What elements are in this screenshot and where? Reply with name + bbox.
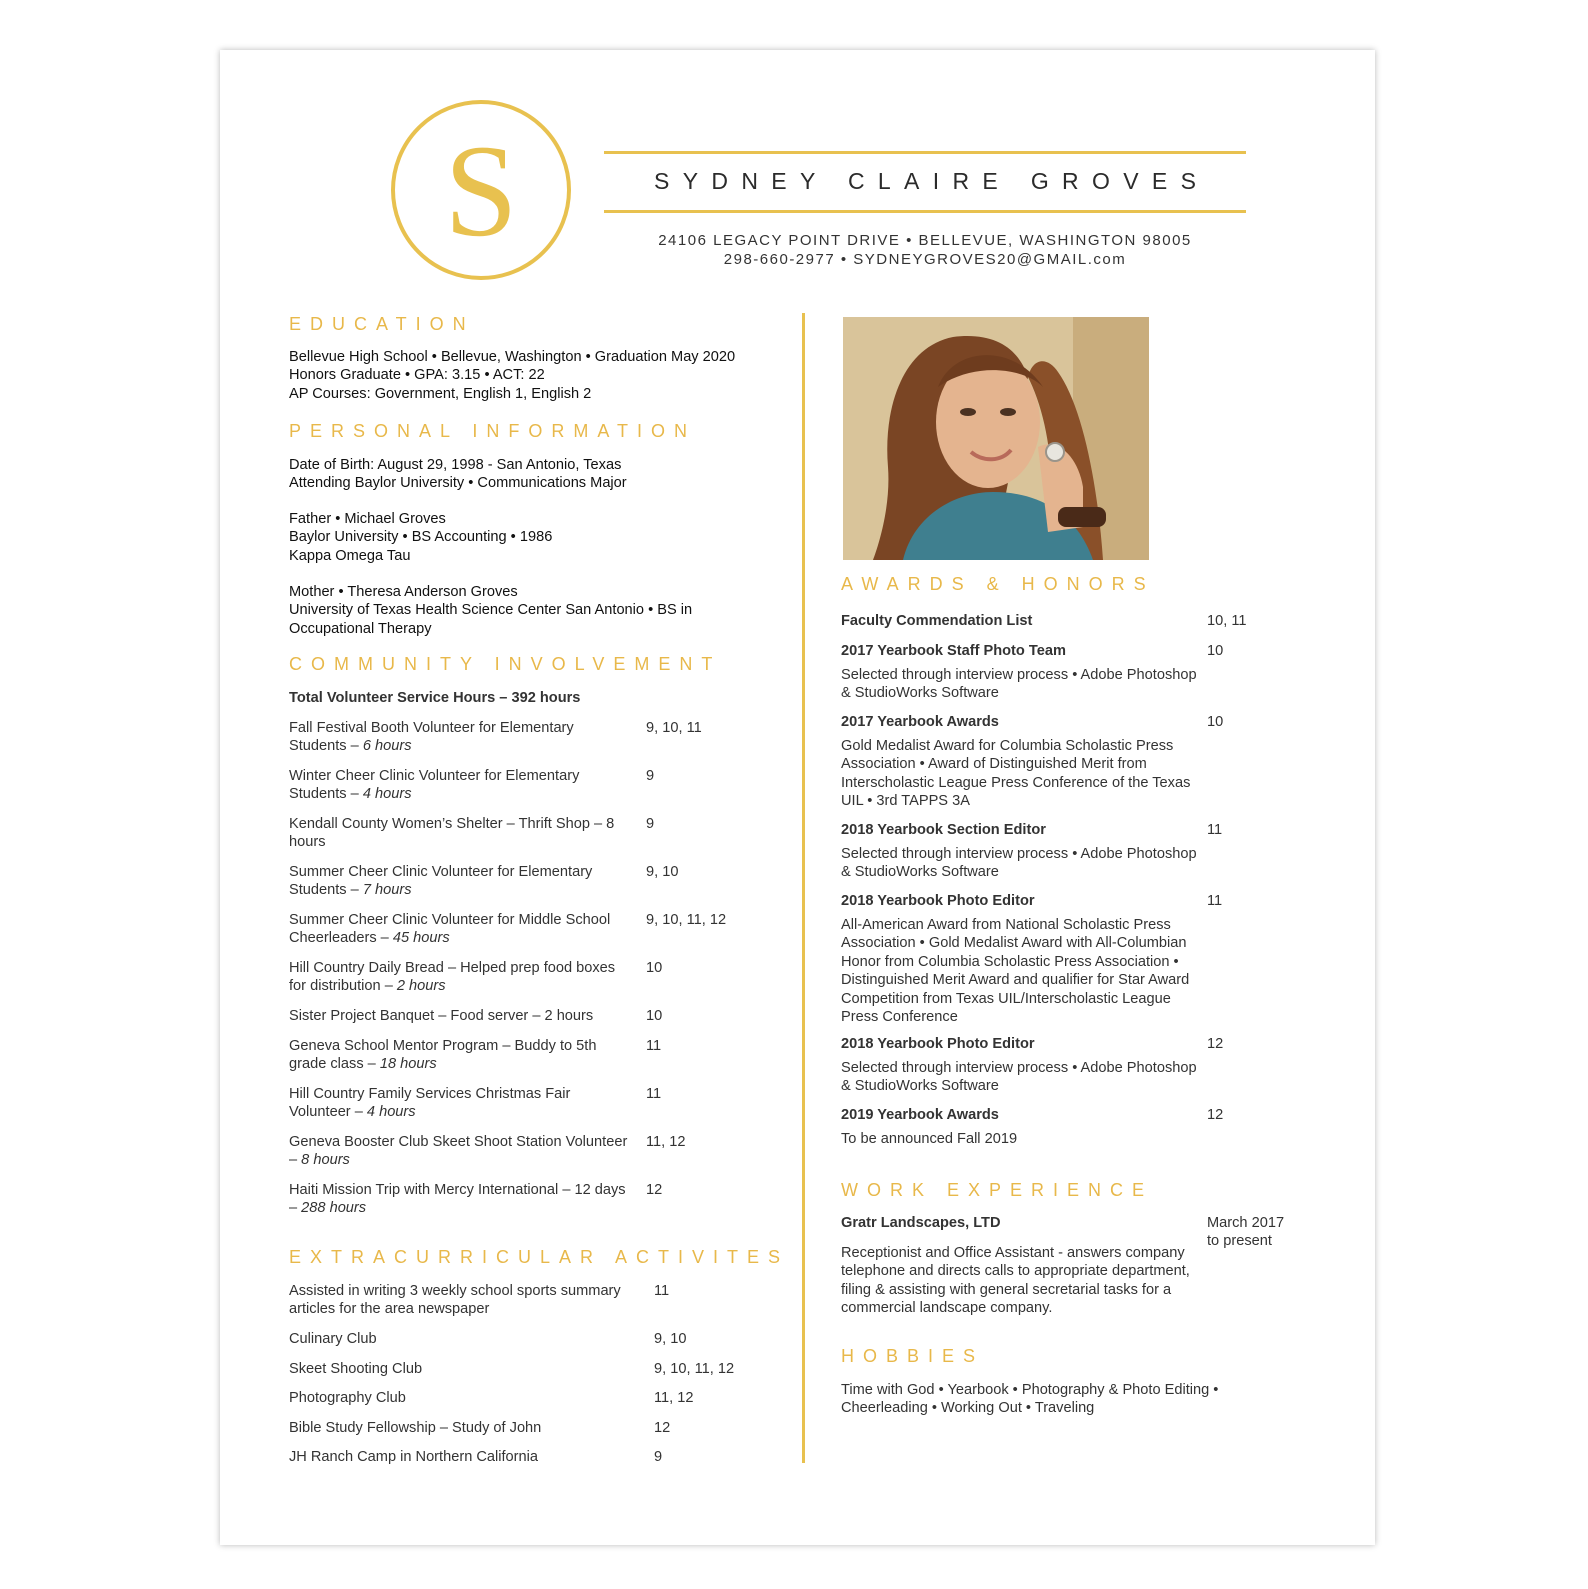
award-description: All-American Award from National Scholastic Press Association • Gold Medalist Award with All-Columbian Honor from Columbia Scholastic Press Association • Distinguished Merit Award and qualifier for Star Award Competition from Texas UIL/Interscholastic League Press Conference <box>841 917 1190 1026</box>
award-years: 11 <box>1207 822 1223 838</box>
award-title: 2018 Yearbook Section Editor <box>841 822 1046 838</box>
community-item-hours: 8 hours <box>301 1152 350 1169</box>
award-years: 11 <box>1207 893 1223 909</box>
community-item-years: 12 <box>646 1182 663 1198</box>
hobbies-heading: HOBBIES <box>841 1346 985 1366</box>
extracurricular-heading: EXTRACURRICULAR ACTIVITES <box>289 1247 790 1267</box>
personal-line: Baylor University • BS Accounting • 1986 <box>289 529 553 546</box>
work-employer: Gratr Landscapes, LTD <box>841 1215 1001 1231</box>
extracurricular-item-years: 11, 12 <box>654 1390 694 1406</box>
community-item-years: 11 <box>646 1086 662 1102</box>
personal-line: Kappa Omega Tau <box>289 547 411 564</box>
community-item-hours: 7 hours <box>362 882 412 899</box>
extracurricular-item-label: Bible Study Fellowship – Study of John <box>289 1420 542 1436</box>
community-item-label: Hill Country Family Services Christmas Fair Volunteer – <box>289 1086 571 1121</box>
award-years: 10 <box>1207 643 1224 659</box>
award-item <box>841 1035 1301 1095</box>
personal-block-birth <box>289 456 627 493</box>
personal-line: University of Texas Health Science Center San Antonio • BS in <box>289 602 693 619</box>
personal-line: Mother • Theresa Anderson Groves <box>289 584 518 600</box>
community-item-hours: 288 hours <box>301 1200 367 1217</box>
monogram-logo <box>391 100 571 280</box>
community-item-hours: 4 hours <box>366 1104 416 1121</box>
work-item <box>841 1214 1301 1317</box>
community-item-hours: 18 hours <box>379 1056 437 1073</box>
education-details <box>289 348 735 403</box>
award-description: Selected through interview process • Adobe Photoshop & StudioWorks Software <box>841 1060 1197 1095</box>
community-item-label: Geneva Booster Club Skeet Shoot Station Volunteer – <box>289 1134 628 1169</box>
community-item-years: 10 <box>646 1008 663 1024</box>
community-item-hours: 4 hours <box>362 786 412 803</box>
award-description: To be announced Fall 2019 <box>841 1131 1018 1147</box>
address-line: 24106 LEGACY POINT DRIVE • BELLEVUE, WASHINGTON 98005 <box>658 232 1192 249</box>
community-item-years: 10 <box>646 960 663 976</box>
hobbies-text: Time with God • Yearbook • Photography & Photo Editing • Cheerleading • Working Out • Traveling <box>841 1382 1219 1417</box>
award-title: 2018 Yearbook Photo Editor <box>841 893 1035 909</box>
award-title: 2019 Yearbook Awards <box>841 1107 999 1123</box>
community-item-label: Winter Cheer Clinic Volunteer for Elementary Students – <box>289 768 580 803</box>
full-name: SYDNEY CLAIRE GROVES <box>654 168 1210 194</box>
awards-heading: AWARDS & HONORS <box>841 574 1155 594</box>
name-rule-top <box>604 151 1246 154</box>
extracurricular-item-label: JH Ranch Camp in Northern California <box>289 1449 539 1465</box>
award-item <box>841 713 1301 810</box>
community-item-years: 11, 12 <box>646 1134 686 1150</box>
award-title: 2017 Yearbook Awards <box>841 714 999 730</box>
personal-block-mother <box>289 583 692 638</box>
community-item-years: 9 <box>646 816 655 832</box>
column-divider <box>802 313 805 1463</box>
award-description: Selected through interview process • Adobe Photoshop & StudioWorks Software <box>841 846 1197 881</box>
award-title: 2017 Yearbook Staff Photo Team <box>841 643 1066 659</box>
award-item <box>841 892 1301 1026</box>
community-item-hours: 6 hours <box>362 738 412 755</box>
award-item <box>841 612 1301 630</box>
total-volunteer-hours: Total Volunteer Service Hours – 392 hours <box>289 690 581 706</box>
award-description: Gold Medalist Award for Columbia Scholastic Press Association • Award of Distinguished Merit from Interscholastic League Press Conference of the Texas UIL • 3rd TAPPS 3A <box>841 738 1191 810</box>
education-line: AP Courses: Government, English 1, English 2 <box>289 385 592 402</box>
community-item-label: Haiti Mission Trip with Mercy International – 12 days – <box>289 1182 626 1217</box>
phone-email-line: 298-660-2977 • SYDNEYGROVES20@GMAIL.com <box>723 251 1127 268</box>
award-years: 12 <box>1207 1036 1224 1052</box>
community-item-years: 11 <box>646 1038 662 1054</box>
extracurricular-item-years: 9, 10 <box>654 1331 687 1347</box>
extracurricular-item-label: Photography Club <box>289 1390 406 1406</box>
community-item-years: 9, 10, 11 <box>646 720 702 736</box>
community-item-label: Hill Country Daily Bread – Helped prep food boxes for distribution – <box>289 960 616 995</box>
extracurricular-item-label: Culinary Club <box>289 1331 377 1347</box>
community-item-years: 9 <box>646 768 655 784</box>
community-item-label: Kendall County Women’s Shelter – Thrift Shop – 8 hours <box>289 816 615 851</box>
community-item-label: Summer Cheer Clinic Volunteer for Elementary Students – <box>289 864 593 899</box>
personal-line: Attending Baylor University • Communications Major <box>289 475 627 492</box>
contact-info <box>604 231 1246 269</box>
work-description: Receptionist and Office Assistant - answers company telephone and directs calls to appropriate department, filing & assisting with general secretarial tasks for a commercial landscape company. <box>841 1245 1190 1317</box>
work-dates: March 2017 to present <box>1207 1215 1285 1250</box>
portrait-photo <box>843 317 1149 560</box>
award-years: 10, 11 <box>1207 613 1247 629</box>
community-item-years: 9, 10 <box>646 864 679 880</box>
personal-line: Occupational Therapy <box>289 620 432 637</box>
education-line: Honors Graduate • GPA: 3.15 • ACT: 22 <box>289 367 545 384</box>
award-item <box>841 821 1301 881</box>
extracurricular-item-label: Skeet Shooting Club <box>289 1361 423 1377</box>
award-years: 12 <box>1207 1107 1224 1123</box>
award-title: 2018 Yearbook Photo Editor <box>841 1036 1035 1052</box>
award-description: Selected through interview process • Adobe Photoshop & StudioWorks Software <box>841 667 1197 702</box>
personal-line: Father • Michael Groves <box>289 511 446 527</box>
award-item <box>841 642 1301 702</box>
name-rule-bottom <box>604 210 1246 213</box>
extracurricular-item-years: 11 <box>654 1283 670 1299</box>
community-item-label: Geneva School Mentor Program – Buddy to 5th grade class – <box>289 1038 597 1073</box>
personal-heading: PERSONAL INFORMATION <box>289 421 697 441</box>
portrait-illustration <box>843 317 1149 560</box>
community-item-label: Sister Project Banquet – Food server – 2 hours <box>289 1008 594 1024</box>
community-item-years: 9, 10, 11, 12 <box>646 912 727 928</box>
work-heading: WORK EXPERIENCE <box>841 1180 1154 1200</box>
extracurricular-item-years: 12 <box>654 1420 671 1436</box>
extracurricular-item-years: 9 <box>654 1449 663 1465</box>
personal-block-father <box>289 510 552 565</box>
community-heading: COMMUNITY INVOLVEMENT <box>289 654 722 674</box>
education-line: Bellevue High School • Bellevue, Washington • Graduation May 2020 <box>289 349 736 365</box>
personal-line: Date of Birth: August 29, 1998 - San Antonio, Texas <box>289 457 622 473</box>
extracurricular-item-label: Assisted in writing 3 weekly school sports summary articles for the area newspaper <box>289 1283 621 1318</box>
community-item-hours: 2 hours <box>396 978 446 995</box>
community-item-hours: 45 hours <box>392 930 450 947</box>
award-years: 10 <box>1207 714 1224 730</box>
community-item-label: Fall Festival Booth Volunteer for Elementary Students – <box>289 720 574 755</box>
extracurricular-item-years: 9, 10, 11, 12 <box>654 1361 735 1377</box>
community-item-label: Summer Cheer Clinic Volunteer for Middle School Cheerleaders – <box>289 912 611 947</box>
award-title: Faculty Commendation List <box>841 613 1033 629</box>
award-item <box>841 1106 1301 1147</box>
monogram-letter: S <box>444 117 518 264</box>
education-heading: EDUCATION <box>289 314 475 334</box>
